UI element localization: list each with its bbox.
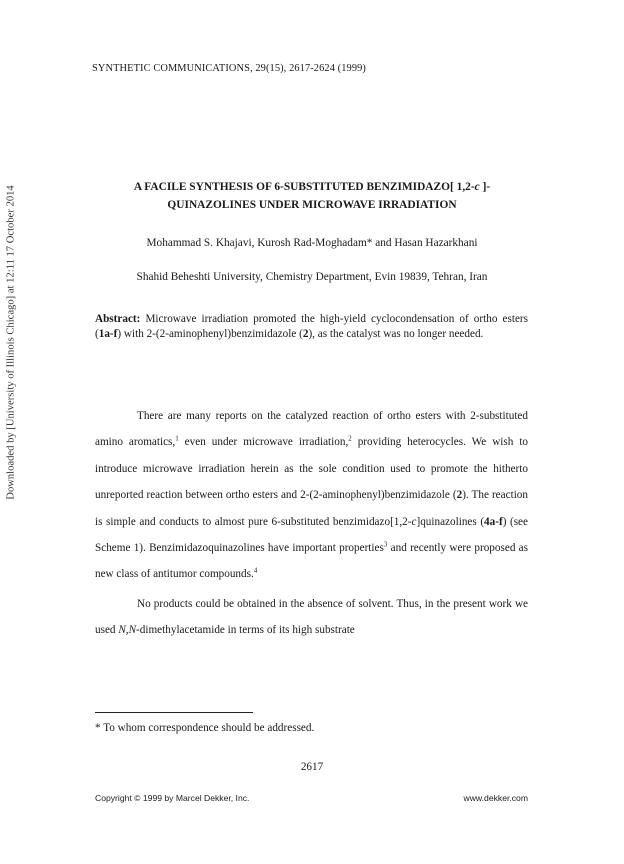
footnote: * To whom correspondence should be addressed. [95,722,315,734]
p1-ref-3: 3 [383,540,388,549]
journal-citation: SYNTHETIC COMMUNICATIONS, 29(15), 2617-2624 (1999) [92,63,366,74]
p2-text-1: No products could be obtained in the absence of solvent. Thus, in the present work we used [95,597,528,637]
abstract-text-1: Microwave irradiation promoted the high-yield cyclocondensation of ortho esters ( [95,313,528,340]
page-number: 2617 [300,761,324,773]
download-notice: Downloaded by [University of Illinois Chicago] at 12:11 17 October 2014 [5,184,17,500]
p1-text-6: ) (see Scheme 1). Benzimidazoquinazolines have important properties [95,515,528,555]
p1-text-7: and recently were proposed as new class of antitumor compounds. [95,542,529,581]
abstract [95,312,528,342]
p1-ref-2: 2 [348,434,352,443]
body-text [95,403,528,644]
article-title [92,178,532,214]
abstract-text-3: ), as the catalyst was no longer needed. [308,328,484,340]
body-paragraph-1 [95,403,528,588]
authors: Mohammad S. Khajavi, Kurosh Rad-Moghadam* and Hasan Hazarkhani [146,237,478,249]
abstract-label: Abstract: [95,313,141,325]
copyright-notice: Copyright © 1999 by Marcel Dekker, Inc. [95,793,250,803]
footnote-rule [95,712,253,713]
p2-text-2: -dimethylacetamide in terms of its high substrate [136,624,355,637]
p1-italic-c: c [411,515,417,528]
body-paragraph-2 [95,591,528,644]
p1-text-3: providing heterocycles. We wish to introduce microwave irradiation herein as the sole condition used to promote the hitherto unreported reaction between ortho esters and 2-(2-aminophenyl)benzimidazole ( [95,436,529,502]
affiliation: Shahid Beheshti University, Chemistry Department, Evin 19839, Tehran, Iran [136,271,488,283]
title-line1-part1: A FACILE SYNTHESIS OF 6-SUBSTITUTED BENZIMIDAZO[ 1,2- [133,181,475,193]
title-line1-part2: ]- [479,181,491,193]
p2-italic-nn: N,N [118,624,137,637]
p1-ref-1: 1 [175,434,179,443]
title-line1-italic: c [474,181,480,193]
abstract-compound-1: 1a-f [98,328,118,340]
download-notice-sidebar [4,42,18,642]
p1-ref-4: 4 [253,566,258,575]
p1-text-4: ). The reaction is simple and conducts to almost pure 6-substituted benzimidazo[1,2- [95,489,528,528]
p1-compound-2: 2 [456,489,463,502]
publisher-website: www.dekker.com [463,793,528,803]
abstract-compound-2: 2 [302,328,309,340]
abstract-text-2: ) with 2-(2-aminophenyl)benzimidazole ( [117,328,303,340]
p1-compound-4: 4a-f [484,515,503,528]
p1-text-5: ]quinazolines ( [416,515,485,528]
p1-text-2: even under microwave irradiation, [178,436,349,449]
title-line2: QUINAZOLINES UNDER MICROWAVE IRRADIATION [167,199,457,211]
p1-text-1: There are many reports on the catalyzed reaction of ortho esters with 2-substituted amino aromatics, [95,410,528,449]
